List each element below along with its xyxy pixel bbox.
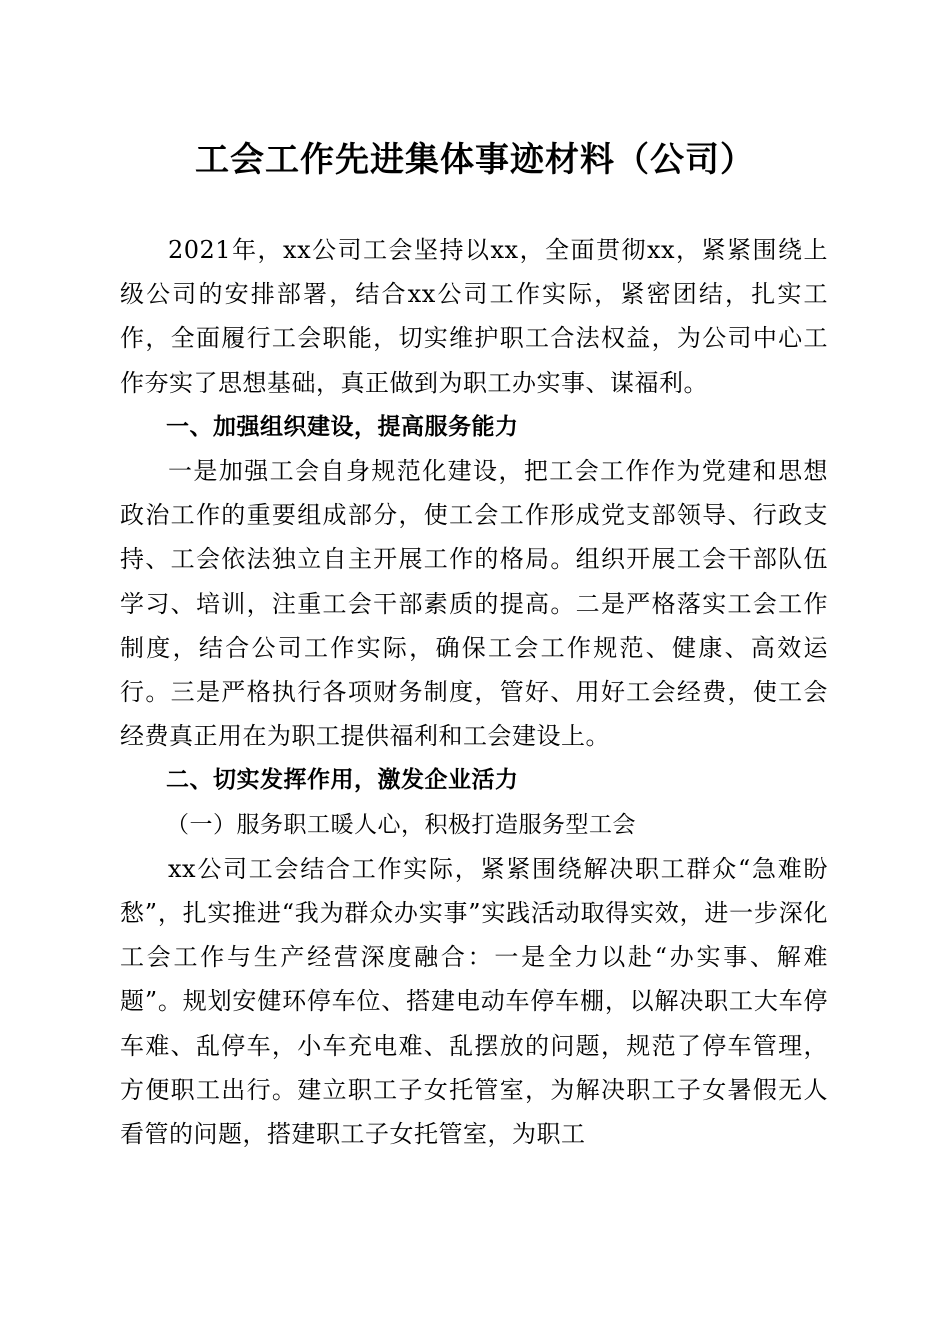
section-1-heading: 一、加强组织建设，提高服务能力 [166, 413, 519, 440]
section-1-paragraph: 一是加强工会自身规范化建设，把工会工作作为党建和思想政治工作的重要组成部分，使工会工作形成党支部领导、行政支持、工会依法独立自主开展工作的格局。组织开展工会干部队伍学习、培训，注重工会干部素质的提高。二是严格落实工会工作制度，结合公司工作实际，确保工会工作规范、健康、高效运行。三是严格执行各项财务制度，管好、用好工会经费，使工会经费真正用在为职工提供福利和工会建设上。 [120, 457, 828, 751]
document-title: 工会工作先进集体事迹材料（公司） [195, 140, 755, 180]
intro-paragraph: 2021年，xx公司工会坚持以xx，全面贯彻xx，紧紧围绕上级公司的安排部署，结合xx公司工作实际，紧密团结，扎实工作，全面履行工会职能，切实维护职工合法权益，为公司中心工作夯实了思想基础，真正做到为职工办实事、谋福利。 [120, 236, 828, 397]
document-body [120, 228, 828, 1156]
section-2-paragraph: xx公司工会结合工作实际，紧紧围绕解决职工群众“急难盼愁”，扎实推进“我为群众办实事”实践活动取得实效，进一步深化工会工作与生产经营深度融合：一是全力以赴“办实事、解难题”。规划安健环停车位、搭建电动车停车棚，以解决职工大车停车难、乱停车，小车充电难、乱摆放的问题，规范了停车管理，方便职工出行。建立职工子女托管室，为解决职工子女暑假无人看管的问题，搭建职工子女托管室，为职工 [120, 854, 828, 1149]
section-2-subheading: （一）服务职工暖人心，积极打造服务型工会 [166, 811, 636, 838]
section-2-heading: 二、切实发挥作用，激发企业活力 [166, 767, 519, 794]
